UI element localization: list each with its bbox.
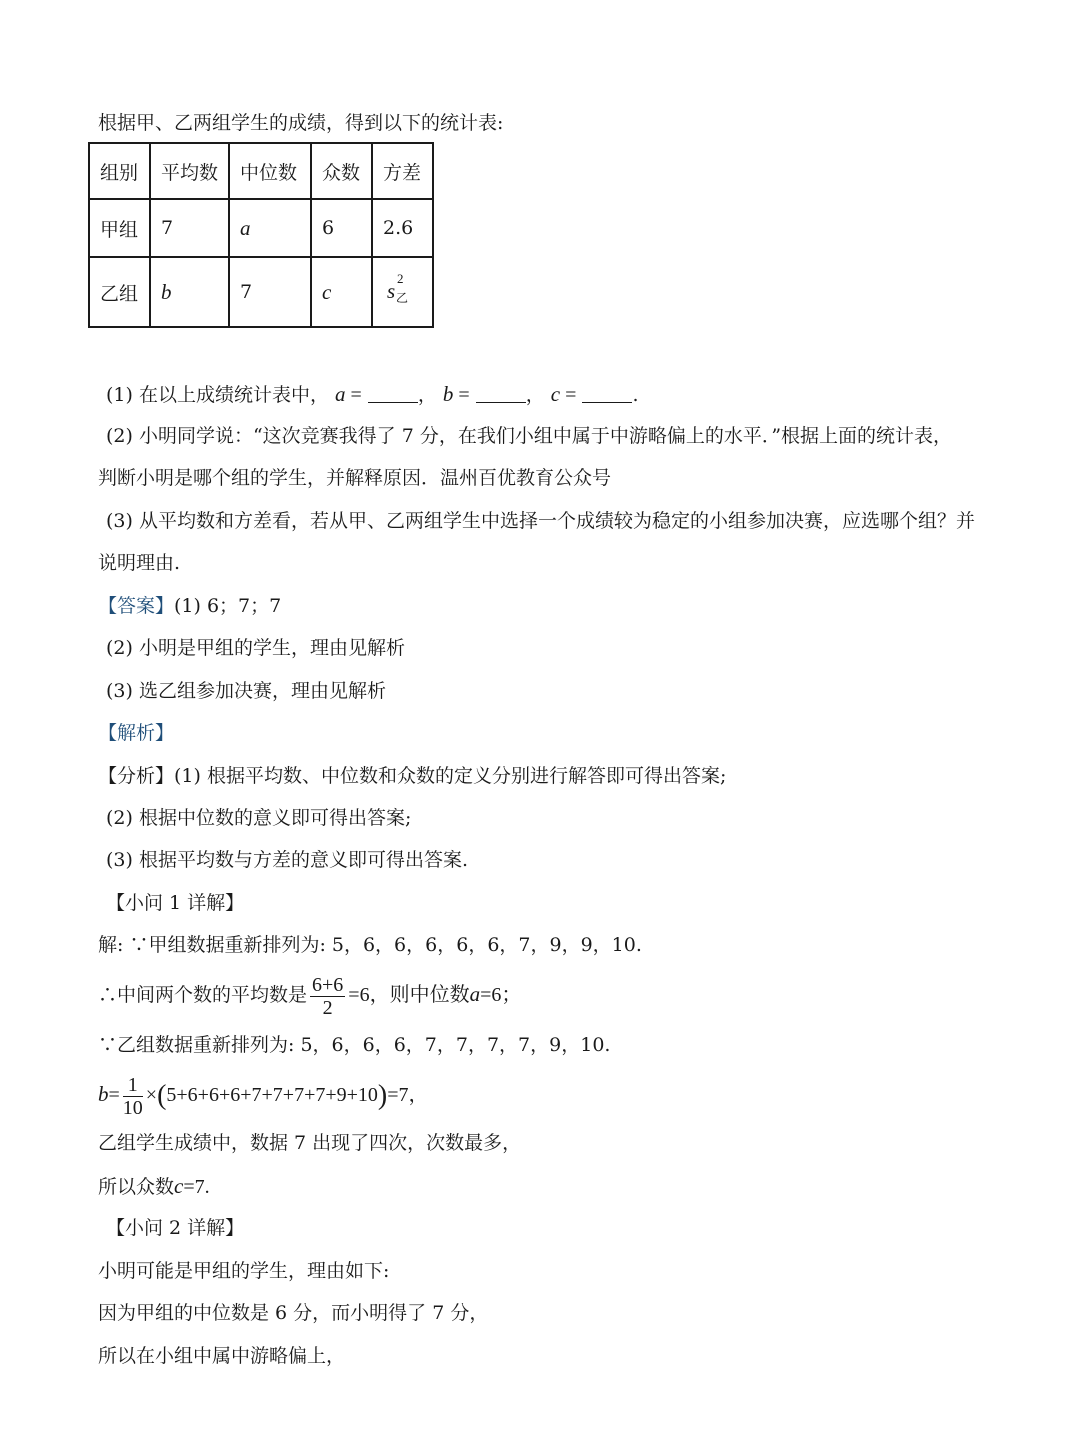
question-3-line-1: (3) 从平均数和方差看，若从甲、乙两组学生中选择一个成绩较为稳定的小组参加决赛，应选哪个组？并 [106,510,975,532]
question-3-line-2: 说明理由. [98,552,181,574]
detail-2-line-3: 所以在小组中属中游略偏上， [98,1345,346,1367]
variance-symbol: s 2 乙 [387,270,409,305]
intro-text: 根据甲、乙两组学生的成绩，得到以下的统计表: [98,112,504,134]
var-b: b [161,279,172,304]
cell-jia-mean: 7 [150,199,229,257]
analysis-tag: 【解析】 [98,722,175,744]
detail-2-tag: 【小问 2 详解】 [106,1217,245,1239]
analysis-line-1: 【分析】(1) 根据平均数、中位数和众数的定义分别进行解答即可得出答案; [98,765,727,787]
detail-1-line-5: 乙组学生成绩中，数据 7 出现了四次，次数最多， [98,1132,522,1154]
blank-a[interactable] [368,384,418,403]
detail-1-line-1: 解: ∵甲组数据重新排列为: 5，6，6，6，6，6，7，9，9，10. [98,934,642,956]
cell-jia-variance: 2.6 [372,199,433,257]
cell-jia-group: 甲组 [89,199,150,257]
cell-yi-variance [372,257,433,327]
var-c: c [322,279,332,304]
detail-1-line-3: ∵乙组数据重新排列为: 5，6，6，6，7，7，7，7，9，10. [98,1034,611,1056]
detail-1-line-4: b= $\frac{1}{10}$ ×(5+6+6+6+7+7+7+7+9+10)=7， [98,1073,429,1119]
detail-1-line-2: ∴中间两个数的平均数是 $\frac{6+6}{2}$ =6，则中位数a=6； [98,973,522,1019]
header-median: 中位数 [229,143,311,199]
table-header-row [89,143,433,199]
header-group: 组别 [89,143,150,199]
cell-yi-group: 乙组 [89,257,150,327]
blank-c[interactable] [582,384,632,403]
cell-yi-median: 7 [229,257,311,327]
blank-b[interactable] [476,384,526,403]
answer-line-3: (3) 选乙组参加决赛，理由见解析 [106,680,386,702]
analysis-line-3: (3) 根据平均数与方差的意义即可得出答案. [106,849,468,871]
detail-2-line-1: 小明可能是甲组的学生，理由如下: [98,1260,390,1282]
header-mean: 平均数 [150,143,229,199]
cell-yi-mean [150,257,229,327]
table-row-yi [89,257,433,327]
var-a: a [240,215,251,240]
detail-1-tag: 【小问 1 详解】 [106,892,245,914]
fraction-median: $\frac{6+6}{2}$ [312,973,344,1019]
cell-jia-median [229,199,311,257]
question-2-line-1: (2) 小明同学说：“这次竞赛我得了 7 分，在我们小组中属于中游略偏上的水平．”根据上面的统计表， [106,425,953,447]
stats-table [88,142,434,328]
detail-2-line-2: 因为甲组的中位数是 6 分，而小明得了 7 分， [98,1302,489,1324]
answer-line-2: (2) 小明是甲组的学生，理由见解析 [106,637,405,659]
cell-yi-mode [311,257,372,327]
header-mode: 众数 [311,143,372,199]
answer-line-1: 【答案】(1) 6；7；7 [98,595,282,617]
answer-tag: 【答案】 [98,595,175,617]
header-variance: 方差 [372,143,433,199]
question-1: (1) 在以上成绩统计表中， a = ， b = ， c = . [106,382,639,406]
cell-jia-mode: 6 [311,199,372,257]
detail-1-line-6: 所以众数c=7. [98,1174,210,1198]
analysis-line-2: (2) 根据中位数的意义即可得出答案; [106,807,412,829]
table-row-jia [89,199,433,257]
question-2-line-2: 判断小明是哪个组的学生，并解释原因．温州百优教育公众号 [98,467,612,489]
fraction-mean: $\frac{1}{10}$ [122,1073,143,1119]
